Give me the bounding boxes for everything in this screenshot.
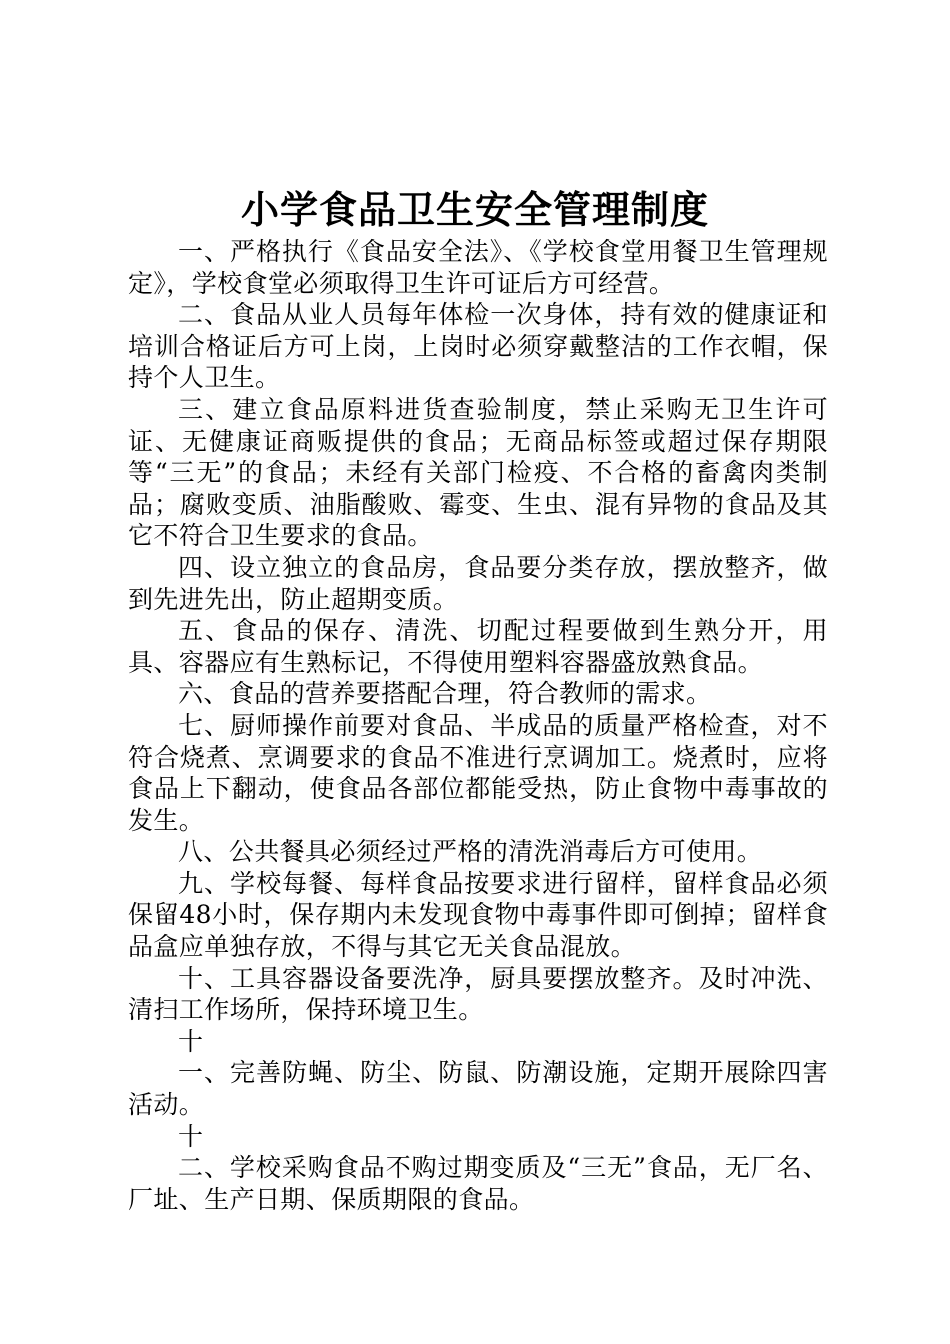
paragraph-11: 一、完善防蝇、防尘、防鼠、防潮设施，定期开展除四害活动。 xyxy=(128,1058,828,1120)
paragraph-4: 四、设立独立的食品房，食品要分类存放，摆放整齐，做到先进先出，防止超期变质。 xyxy=(128,552,828,614)
paragraph-7: 七、厨师操作前要对食品、半成品的质量严格检查，对不符合烧煮、烹调要求的食品不准进行烹调加工。烧煮时，应将食品上下翻动，使食品各部位都能受热，防止食物中毒事故的发生。 xyxy=(128,710,828,835)
paragraph-9: 九、学校每餐、每样食品按要求进行留样，留样食品必须保留48小时，保存期内未发现食物中毒事件即可倒掉；留样食品盒应单独存放，不得与其它无关食品混放。 xyxy=(128,868,828,962)
paragraph-2: 二、食品从业人员每年体检一次身体，持有效的健康证和培训合格证后方可上岗，上岗时必须穿戴整洁的工作衣帽，保持个人卫生。 xyxy=(128,300,828,393)
paragraph-8: 八、公共餐具必须经过严格的清洗消毒后方可使用。 xyxy=(178,837,763,867)
paragraph-12: 二、学校采购食品不购过期变质及“三无”食品，无厂名、厂址、生产日期、保质期限的食品。 xyxy=(128,1153,828,1214)
paragraph-6: 六、食品的营养要搭配合理，符合教师的需求。 xyxy=(178,679,712,709)
paragraph-11-prefix: 十 xyxy=(178,1026,204,1056)
paragraph-3: 三、建立食品原料进货查验制度，禁止采购无卫生许可证、无健康证商贩提供的食品；无商品标签或超过保存期限等“三无”的食品；未经有关部门检疫、不合格的畜禽肉类制品；腐败变质、油脂酸败、霉变、生虫、混有异物的食品及其它不符合卫生要求的食品。 xyxy=(128,394,828,551)
paragraph-1: 一、严格执行《食品安全法》、《学校食堂用餐卫生管理规定》，学校食堂必须取得卫生许可证后方可经营。 xyxy=(128,237,828,298)
document-title: 小学食品卫生安全管理制度 xyxy=(240,187,709,232)
paragraph-12-prefix: 十 xyxy=(178,1121,204,1151)
paragraph-10: 十、工具容器设备要洗净，厨具要摆放整齐。及时冲洗、清扫工作场所，保持环境卫生。 xyxy=(128,963,828,1025)
document-body xyxy=(128,236,828,1215)
paragraph-5: 五、食品的保存、清洗、切配过程要做到生熟分开，用具、容器应有生熟标记，不得使用塑料容器盛放熟食品。 xyxy=(128,616,828,677)
